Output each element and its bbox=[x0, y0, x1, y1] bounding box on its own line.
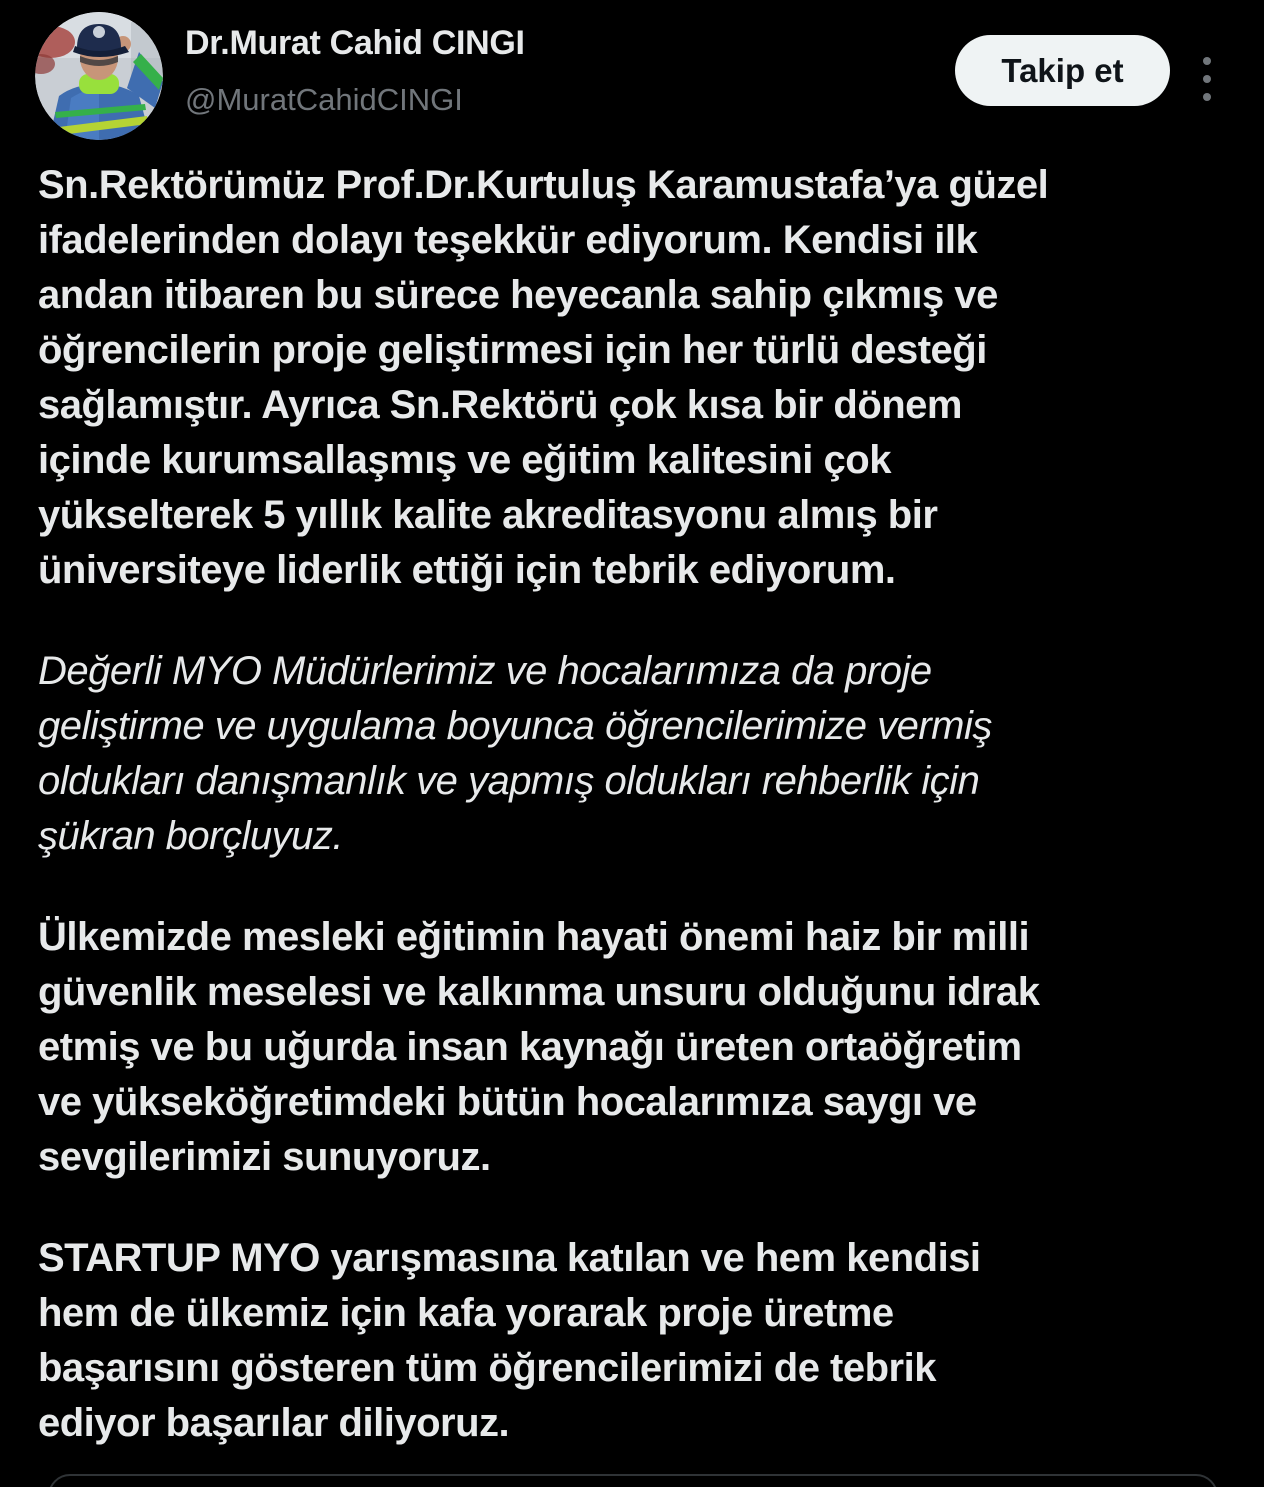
tweet-text-line: STARTUP MYO yarışmasına katılan ve hem kendisi bbox=[38, 1236, 981, 1280]
tweet-text-line: andan itibaren bu sürece heyecanla sahip çıkmış ve bbox=[38, 273, 998, 317]
tweet-text-line: Sn.Rektörümüz Prof.Dr.Kurtuluş Karamustafa’ya güzel bbox=[38, 163, 1049, 207]
display-name[interactable]: Dr.Murat Cahid CINGI bbox=[185, 24, 525, 62]
tweet-text-line: oldukları danışmanlık ve yapmış oldukları rehberlik için bbox=[38, 759, 980, 803]
tweet-text-line: yükselterek 5 yıllık kalite akreditasyonu almış bir bbox=[38, 493, 938, 537]
tweet-paragraph bbox=[38, 910, 1236, 1185]
more-menu-button[interactable] bbox=[1192, 48, 1222, 110]
tweet-text-line: şükran borçluyuz. bbox=[38, 814, 343, 858]
tweet-text-line: etmiş ve bu uğurda insan kaynağı üreten ortaöğretim bbox=[38, 1025, 1022, 1069]
follow-button[interactable] bbox=[955, 35, 1170, 106]
tweet-text-line: içinde kurumsallaşmış ve eğitim kalitesini çok bbox=[38, 438, 891, 482]
tweet-text-line: ve yükseköğretimdeki bütün hocalarımıza saygı ve bbox=[38, 1080, 977, 1124]
avatar[interactable] bbox=[35, 12, 163, 140]
user-handle[interactable]: @MuratCahidCINGI bbox=[185, 82, 463, 117]
tweet-text-line: üniversiteye liderlik ettiği için tebrik ediyorum. bbox=[38, 548, 896, 592]
tweet-paragraph bbox=[38, 158, 1236, 598]
tweet-header bbox=[0, 0, 1264, 152]
follow-button-label: Takip et bbox=[1001, 51, 1124, 89]
vertical-ellipsis-icon bbox=[1203, 57, 1211, 65]
tweet-text-line: güvenlik meselesi ve kalkınma unsuru olduğunu idrak bbox=[38, 970, 1040, 1014]
tweet-text-line: ediyor başarılar diliyoruz. bbox=[38, 1401, 510, 1445]
tweet-text-line: ifadelerinden dolayı teşekkür ediyorum. Kendisi ilk bbox=[38, 218, 978, 262]
tweet-text-line: sağlamıştır. Ayrıca Sn.Rektörü çok kısa bir dönem bbox=[38, 383, 962, 427]
embedded-media-card[interactable] bbox=[48, 1474, 1218, 1487]
tweet-text-line: hem de ülkemiz için kafa yorarak proje üretme bbox=[38, 1291, 894, 1335]
profile-photo-illustration bbox=[35, 12, 163, 140]
tweet-paragraph bbox=[38, 1231, 1236, 1451]
tweet-text-line: Ülkemizde mesleki eğitimin hayati önemi haiz bir milli bbox=[38, 915, 1030, 959]
tweet-paragraph bbox=[38, 644, 1236, 864]
tweet-text bbox=[38, 158, 1236, 1451]
vertical-ellipsis-icon bbox=[1203, 93, 1211, 101]
tweet-text-line: sevgilerimizi sunuyoruz. bbox=[38, 1135, 491, 1179]
tweet-text-line: geliştirme ve uygulama boyunca öğrencilerimize vermiş bbox=[38, 704, 992, 748]
tweet-text-line: başarısını gösteren tüm öğrencilerimizi de tebrik bbox=[38, 1346, 936, 1390]
tweet-text-line: Değerli MYO Müdürlerimiz ve hocalarımıza da proje bbox=[38, 649, 932, 693]
vertical-ellipsis-icon bbox=[1203, 75, 1211, 83]
tweet-text-line: öğrencilerin proje geliştirmesi için her türlü desteği bbox=[38, 328, 987, 372]
